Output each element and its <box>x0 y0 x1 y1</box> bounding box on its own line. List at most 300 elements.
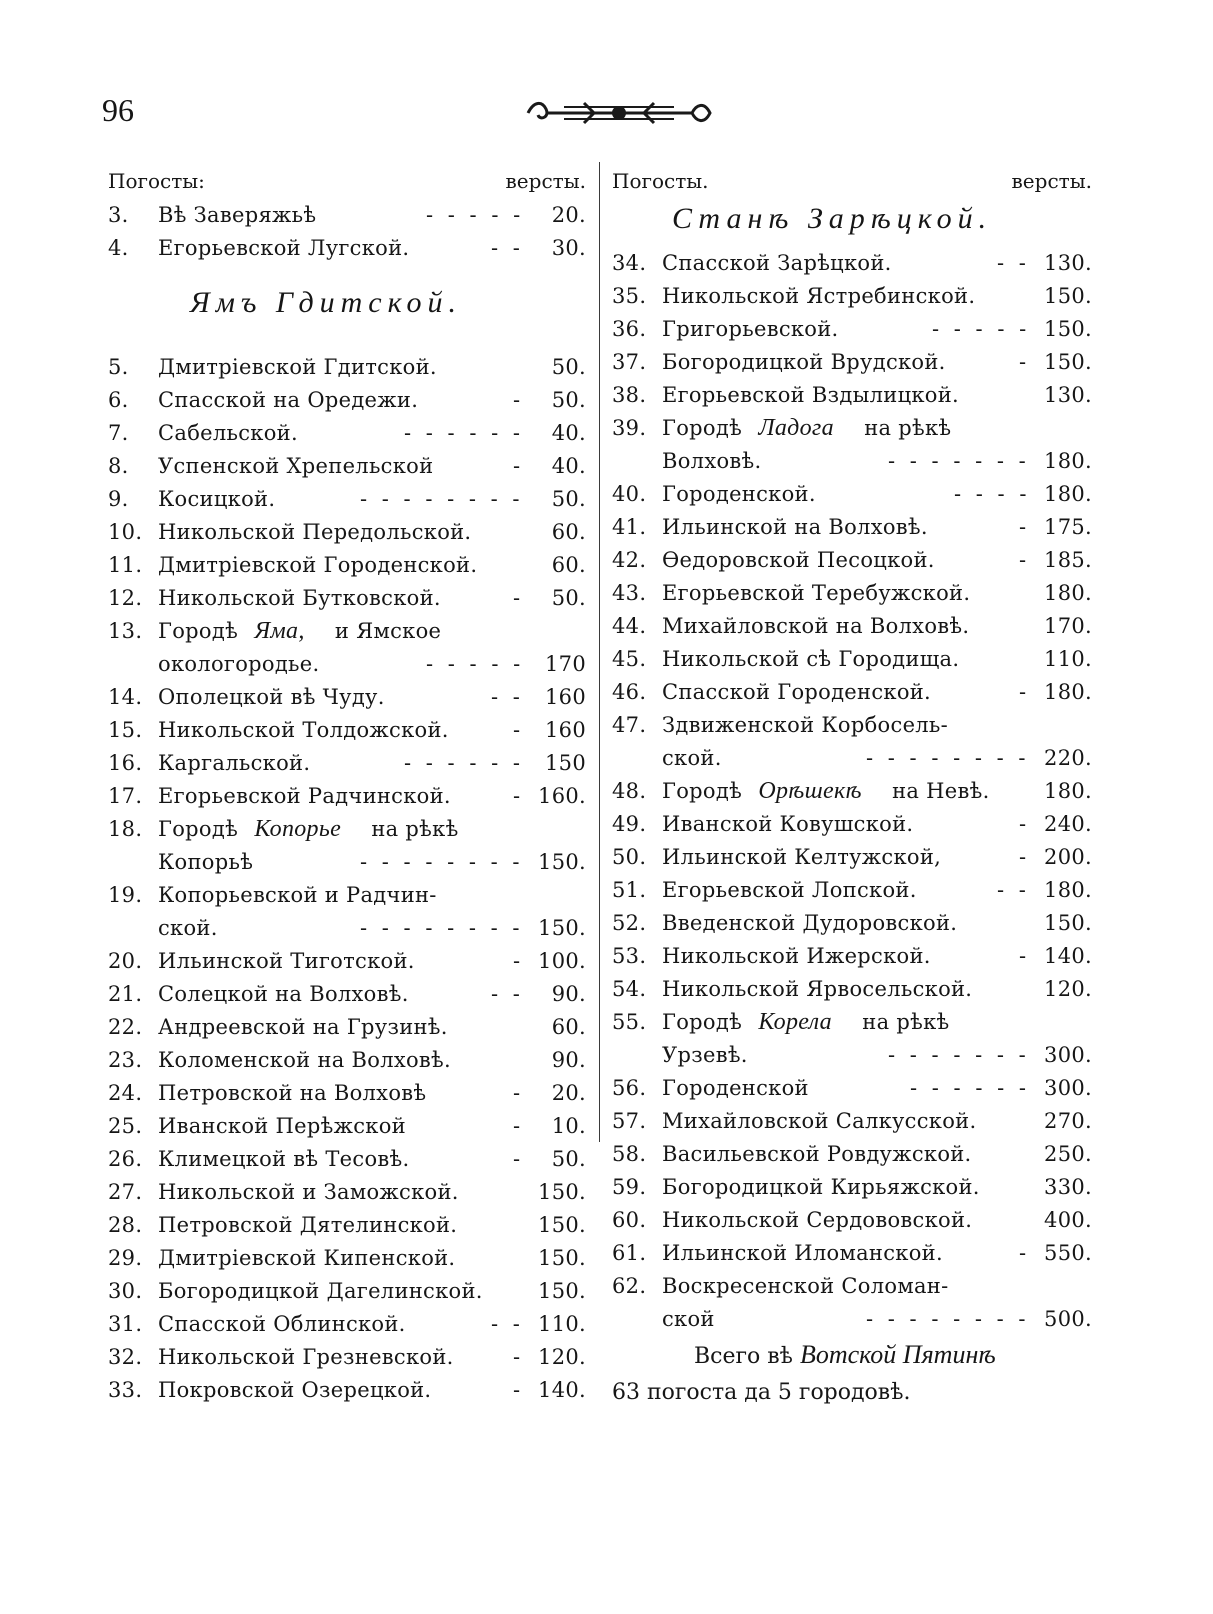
entry-name <box>158 780 451 813</box>
entry-versty: 110. <box>538 1312 586 1336</box>
entry-number: 16. <box>108 751 143 775</box>
right-rows <box>612 247 1092 1336</box>
entry-versty: 150. <box>1044 284 1092 308</box>
entry-versty: 240. <box>1044 812 1092 836</box>
entry-name-text: Спасской Зарѣцкой. <box>662 251 892 275</box>
entry-name <box>158 516 471 549</box>
entry-number: 52. <box>612 911 647 935</box>
entry-name <box>662 709 948 742</box>
entry-number: 22. <box>108 1015 143 1039</box>
entry-versty: 330. <box>1044 1175 1092 1199</box>
entry-number: 4. <box>108 236 129 260</box>
entry-name-text: Ѳедоровской Песоцкой. <box>662 548 935 572</box>
entry-name <box>662 1204 972 1237</box>
entry-name <box>662 379 959 412</box>
leader-dashes: - - <box>491 982 524 1006</box>
entry-name <box>662 313 839 346</box>
entry-number: 38. <box>612 383 647 407</box>
entry-number: 29. <box>108 1246 143 1270</box>
leader-dashes: - <box>1019 350 1031 374</box>
leader-dashes: - - <box>997 878 1030 902</box>
entry-number: 42. <box>612 548 647 572</box>
entry-name <box>158 1275 483 1308</box>
entry-versty: 160. <box>538 784 586 808</box>
list-item <box>612 808 1092 841</box>
entry-name <box>158 681 385 714</box>
entry-versty: 130. <box>1044 251 1092 275</box>
list-item <box>612 478 1092 511</box>
list-item <box>108 1011 586 1044</box>
entry-name <box>662 1171 980 1204</box>
entry-name <box>662 1138 972 1171</box>
entry-name-text: Городѣ <box>662 416 743 440</box>
entry-name <box>662 775 990 808</box>
entry-name <box>158 615 441 648</box>
leader-dashes: - <box>1019 845 1031 869</box>
list-item <box>108 648 586 681</box>
entry-versty: 150. <box>1044 350 1092 374</box>
entry-name-text: Волховѣ. <box>662 449 762 473</box>
list-item <box>612 1039 1092 1072</box>
list-item <box>612 1072 1092 1105</box>
entry-name <box>662 1072 809 1105</box>
left-column <box>108 165 586 1407</box>
entry-name-text: Городѣ <box>662 1010 743 1034</box>
entry-number: 11. <box>108 553 143 577</box>
entry-name-rest: на Невѣ. <box>892 779 990 803</box>
list-item <box>108 681 586 714</box>
page-number: 96 <box>102 92 134 128</box>
leader-dashes: - - <box>491 1312 524 1336</box>
entry-name-rest: на рѣкѣ <box>864 416 952 440</box>
entry-versty: 220. <box>1044 746 1092 770</box>
header-versty: версты. <box>1011 169 1092 193</box>
entry-name-text: ской <box>662 1307 715 1331</box>
list-item <box>108 714 586 747</box>
entry-name-text: Петровской на Волховѣ <box>158 1081 427 1105</box>
entry-versty: 160 <box>545 685 586 709</box>
entry-name-text: Дмитріевской Гдитской. <box>158 355 437 379</box>
entry-name-text: Покровской Озерецкой. <box>158 1378 432 1402</box>
entry-name <box>662 478 816 511</box>
entry-name-text: Никольской Ястребинской. <box>662 284 976 308</box>
entry-name <box>158 945 415 978</box>
entry-name-text: Богородицкой Дагелинской. <box>158 1279 483 1303</box>
leader-dashes: - <box>513 718 525 742</box>
entry-number: 58. <box>612 1142 647 1166</box>
list-item <box>108 1044 586 1077</box>
entry-name-text: Косицкой. <box>158 487 276 511</box>
list-item <box>612 544 1092 577</box>
entry-number: 37. <box>612 350 647 374</box>
entry-number: 60. <box>612 1208 647 1232</box>
entry-number: 17. <box>108 784 143 808</box>
entry-versty: 20. <box>551 1081 586 1105</box>
list-item <box>108 813 586 846</box>
entry-name-text: Городѣ <box>158 817 239 841</box>
entry-name <box>158 582 441 615</box>
list-item <box>108 1242 586 1275</box>
entry-versty: 50. <box>551 388 586 412</box>
entry-number: 57. <box>612 1109 647 1133</box>
entry-name-text: Никольской Ижерской. <box>662 944 931 968</box>
entry-name-text: Ильинской на Волховѣ. <box>662 515 928 539</box>
entry-name-text: Никольской Бутковской. <box>158 586 441 610</box>
list-item <box>612 940 1092 973</box>
list-item <box>108 1077 586 1110</box>
list-item <box>612 1171 1092 1204</box>
entry-number: 36. <box>612 317 647 341</box>
entry-name-text: Городенской. <box>662 482 816 506</box>
entry-name <box>662 1237 943 1270</box>
entry-number: 59. <box>612 1175 647 1199</box>
entry-number: 31. <box>108 1312 143 1336</box>
entry-name-text: Никольской Грезневской. <box>158 1345 454 1369</box>
leader-dashes: - <box>513 1378 525 1402</box>
entry-name <box>662 1039 748 1072</box>
entry-name <box>158 1110 406 1143</box>
list-item <box>108 615 586 648</box>
leader-dashes: - - - - - <box>426 652 525 676</box>
entry-versty: 100. <box>538 949 586 973</box>
entry-versty: 180. <box>1044 878 1092 902</box>
entry-name <box>662 874 917 907</box>
entry-name-text: Богородицкой Врудской. <box>662 350 946 374</box>
list-item <box>108 1209 586 1242</box>
list-item <box>612 742 1092 775</box>
list-item <box>612 379 1092 412</box>
entry-name-text: Спасской Облинской. <box>158 1312 406 1336</box>
entry-name <box>662 544 935 577</box>
entry-versty: 150. <box>538 1213 586 1237</box>
entry-number: 26. <box>108 1147 143 1171</box>
list-item <box>108 450 586 483</box>
entry-versty: 300. <box>1044 1076 1092 1100</box>
entry-number: 46. <box>612 680 647 704</box>
entry-name-text: ской. <box>158 916 218 940</box>
entry-name-text: Городенской <box>662 1076 809 1100</box>
leader-dashes: - - <box>491 685 524 709</box>
entry-name <box>662 511 928 544</box>
entry-number: 43. <box>612 581 647 605</box>
entry-name <box>158 549 477 582</box>
column-divider <box>599 162 600 1142</box>
entry-number: 62. <box>612 1274 647 1298</box>
entry-name <box>662 643 959 676</box>
list-item <box>108 1308 586 1341</box>
entry-name <box>158 1176 459 1209</box>
right-column <box>612 165 1092 1412</box>
entry-name-text: Ильинской Тиготской. <box>158 949 415 973</box>
entry-name-text: Дмитріевской Кипенской. <box>158 1246 456 1270</box>
entry-name-rest: на рѣкѣ <box>371 817 459 841</box>
entry-versty: 90. <box>551 1048 586 1072</box>
entry-name-text: Сабельской. <box>158 421 298 445</box>
list-item <box>612 1303 1092 1336</box>
entry-town-name: Орѣшекѣ <box>752 778 869 804</box>
entry-number: 15. <box>108 718 143 742</box>
entry-versty: 270. <box>1044 1109 1092 1133</box>
list-item <box>108 1143 586 1176</box>
entry-name-text: Копорьевской и Радчин- <box>158 883 437 907</box>
entry-versty: 50. <box>551 586 586 610</box>
entry-versty: 60. <box>551 553 586 577</box>
entry-number: 8. <box>108 454 129 478</box>
entry-versty: 180. <box>1044 482 1092 506</box>
list-item <box>108 747 586 780</box>
entry-name <box>662 1303 715 1336</box>
entry-name-text: Богородицкой Кирьяжской. <box>662 1175 980 1199</box>
entry-name-text: Егорьевской Лопской. <box>662 878 917 902</box>
entry-name <box>158 1143 409 1176</box>
entry-name-text: Ильинской Иломанской. <box>662 1241 943 1265</box>
entry-number: 39. <box>612 416 647 440</box>
list-item <box>612 445 1092 478</box>
entry-name-text: Спасской на Оредежи. <box>158 388 419 412</box>
list-item <box>612 973 1092 1006</box>
entry-name-text: Егорьевской Вздылицкой. <box>662 383 960 407</box>
entry-name <box>158 813 459 846</box>
entry-name <box>158 747 310 780</box>
list-item <box>612 247 1092 280</box>
entry-name-text: Ильинской Келтужской, <box>662 845 942 869</box>
entry-name <box>662 841 941 874</box>
entry-versty: 50. <box>551 487 586 511</box>
list-item <box>108 232 586 265</box>
total-italic: Вотской Пятинѣ <box>799 1340 996 1369</box>
entry-name <box>662 412 951 445</box>
entry-town-name: Яма, <box>248 618 311 644</box>
entry-number: 23. <box>108 1048 143 1072</box>
entry-versty: 140. <box>1044 944 1092 968</box>
entry-versty: 200. <box>1044 845 1092 869</box>
entry-versty: 30. <box>551 236 586 260</box>
leader-dashes: - <box>513 388 525 412</box>
entry-name-rest: и Ямское <box>334 619 442 643</box>
entry-name-text: Успенской Хрепельской <box>158 454 434 478</box>
left-column-header <box>108 165 586 199</box>
entry-town-name: Копорье <box>248 816 348 842</box>
entry-number: 34. <box>612 251 647 275</box>
entry-name-text: Егорьевской Радчинской. <box>158 784 451 808</box>
entry-name-text: ской. <box>662 746 722 770</box>
entry-name-text: Никольской Сердововской. <box>662 1208 973 1232</box>
entry-versty: 250. <box>1044 1142 1092 1166</box>
entry-versty: 160 <box>545 718 586 742</box>
header-versty: версты. <box>505 169 586 193</box>
entry-number: 27. <box>108 1180 143 1204</box>
entry-name-text: Ополецкой вѣ Чуду. <box>158 685 385 709</box>
entry-versty: 150. <box>538 1246 586 1270</box>
entry-name <box>662 1105 976 1138</box>
entry-name <box>662 610 969 643</box>
leader-dashes: - - - - - - <box>404 421 524 445</box>
entry-name <box>158 879 437 912</box>
entry-number: 40. <box>612 482 647 506</box>
list-item <box>612 577 1092 610</box>
list-item <box>612 907 1092 940</box>
entry-versty: 40. <box>551 421 586 445</box>
entry-name-text: Воскресенской Соломан- <box>662 1274 949 1298</box>
header-pogosty: Погосты. <box>612 169 709 193</box>
entry-number: 56. <box>612 1076 647 1100</box>
entry-name <box>662 346 946 379</box>
entry-name <box>158 1209 457 1242</box>
list-item <box>612 1204 1092 1237</box>
entry-name <box>158 978 409 1011</box>
entry-versty: 150. <box>538 916 586 940</box>
entry-name-rest: на рѣкѣ <box>862 1010 950 1034</box>
entry-versty: 60. <box>551 520 586 544</box>
list-item <box>108 199 586 232</box>
entry-name <box>662 577 970 610</box>
entry-versty: 150. <box>1044 911 1092 935</box>
entry-number: 54. <box>612 977 647 1001</box>
entry-name-text: Здвиженской Корбосель- <box>662 713 949 737</box>
leader-dashes: - <box>1019 680 1031 704</box>
total-line-2: 63 погоста да 5 городовѣ. <box>612 1380 911 1405</box>
entry-number: 10. <box>108 520 143 544</box>
entry-name <box>662 1270 948 1303</box>
list-item <box>108 1374 586 1407</box>
entry-number: 49. <box>612 812 647 836</box>
list-item <box>108 1275 586 1308</box>
list-item <box>612 841 1092 874</box>
entry-number: 25. <box>108 1114 143 1138</box>
list-item <box>612 1237 1092 1270</box>
list-item <box>108 879 586 912</box>
entry-versty: 120. <box>1044 977 1092 1001</box>
entry-number: 19. <box>108 883 143 907</box>
entry-number: 30. <box>108 1279 143 1303</box>
entry-name <box>158 351 437 384</box>
entry-versty: 300. <box>1044 1043 1092 1067</box>
entry-versty: 170. <box>1044 614 1092 638</box>
leader-dashes: - <box>1019 515 1031 539</box>
total-line-1 <box>612 1336 1092 1374</box>
entry-versty: 150 <box>545 751 586 775</box>
header-ornament <box>524 95 714 131</box>
leader-dashes: - - - - - - - - <box>360 916 524 940</box>
entry-name <box>158 199 316 232</box>
entry-name-text: окологородье. <box>158 652 320 676</box>
entry-versty: 140. <box>538 1378 586 1402</box>
entry-name-text: Введенской Дудоровской. <box>662 911 958 935</box>
entry-name-text: Никольской Ярвосельской. <box>662 977 973 1001</box>
leader-dashes: - - - - - - <box>404 751 524 775</box>
entry-versty: 150. <box>538 1279 586 1303</box>
entry-name <box>662 280 975 313</box>
entry-name <box>662 940 931 973</box>
header-pogosty: Погосты: <box>108 169 205 193</box>
entry-name-text: Михайловской Салкусской. <box>662 1109 977 1133</box>
entry-versty: 170 <box>545 652 586 676</box>
entry-versty: 50. <box>551 355 586 379</box>
left-rows-after <box>108 351 586 1407</box>
entry-name <box>158 714 449 747</box>
entry-versty: 60. <box>551 1015 586 1039</box>
entry-name-text: Спасской Городенской. <box>662 680 932 704</box>
entry-name-text: Васильевской Ровдужской. <box>662 1142 972 1166</box>
entry-number: 50. <box>612 845 647 869</box>
entry-number: 45. <box>612 647 647 671</box>
leader-dashes: - - - - - - <box>910 1076 1030 1100</box>
leader-dashes: - - - - - <box>426 203 525 227</box>
entry-versty: 50. <box>551 1147 586 1171</box>
entry-name-text: Григорьевской. <box>662 317 839 341</box>
entry-name-text: Никольской сѣ Городища. <box>662 647 960 671</box>
leader-dashes: - - - - - - - - <box>866 746 1030 770</box>
entry-number: 41. <box>612 515 647 539</box>
entry-number: 5. <box>108 355 129 379</box>
entry-name <box>662 742 722 775</box>
list-item <box>612 1006 1092 1039</box>
entry-name <box>662 1006 949 1039</box>
leader-dashes: - - - - - - - - <box>360 850 524 874</box>
entry-name-text: Егорьевской Лугской. <box>158 236 410 260</box>
entry-name-text: Никольской и Заможской. <box>158 1180 459 1204</box>
entry-number: 3. <box>108 203 129 227</box>
entry-number: 18. <box>108 817 143 841</box>
list-item <box>612 511 1092 544</box>
right-column-header <box>612 165 1092 199</box>
entry-number: 24. <box>108 1081 143 1105</box>
entry-name <box>158 912 218 945</box>
leader-dashes: - - - - - - - - <box>360 487 524 511</box>
list-item <box>612 1138 1092 1171</box>
entry-name-text: Дмитріевской Городенской. <box>158 553 478 577</box>
entry-name-text: Вѣ Заверяжьѣ <box>158 203 317 227</box>
list-item <box>612 313 1092 346</box>
entry-name-text: Коломенской на Волховѣ. <box>158 1048 451 1072</box>
leader-dashes: - - <box>997 251 1030 275</box>
entry-name <box>158 1077 426 1110</box>
list-item <box>108 780 586 813</box>
list-item <box>612 874 1092 907</box>
entry-versty: 90. <box>551 982 586 1006</box>
entry-name <box>662 676 931 709</box>
entry-number: 44. <box>612 614 647 638</box>
list-item <box>108 1341 586 1374</box>
entry-name-text: Солецкой на Волховѣ. <box>158 982 409 1006</box>
list-item <box>108 483 586 516</box>
leader-dashes: - <box>1019 944 1031 968</box>
leader-dashes: - <box>513 454 525 478</box>
leader-dashes: - - <box>491 236 524 260</box>
entry-number: 14. <box>108 685 143 709</box>
entry-name-text: Андреевской на Грузинѣ. <box>158 1015 448 1039</box>
entry-versty: 180. <box>1044 779 1092 803</box>
list-item <box>108 351 586 384</box>
entry-name <box>662 973 972 1006</box>
entry-number: 55. <box>612 1010 647 1034</box>
entry-number: 7. <box>108 421 129 445</box>
entry-name <box>662 445 761 478</box>
leader-dashes: - <box>1019 548 1031 572</box>
list-item <box>108 912 586 945</box>
list-item <box>612 280 1092 313</box>
left-rows-before <box>108 199 586 265</box>
entry-versty: 10. <box>551 1114 586 1138</box>
leader-dashes: - <box>513 1114 525 1138</box>
entry-name <box>158 1242 455 1275</box>
entry-versty: 150. <box>538 850 586 874</box>
entry-versty: 180. <box>1044 449 1092 473</box>
entry-number: 13. <box>108 619 143 643</box>
leader-dashes: - <box>513 949 525 973</box>
entry-number: 33. <box>108 1378 143 1402</box>
entry-name-text: Климецкой вѣ Тесовѣ. <box>158 1147 410 1171</box>
